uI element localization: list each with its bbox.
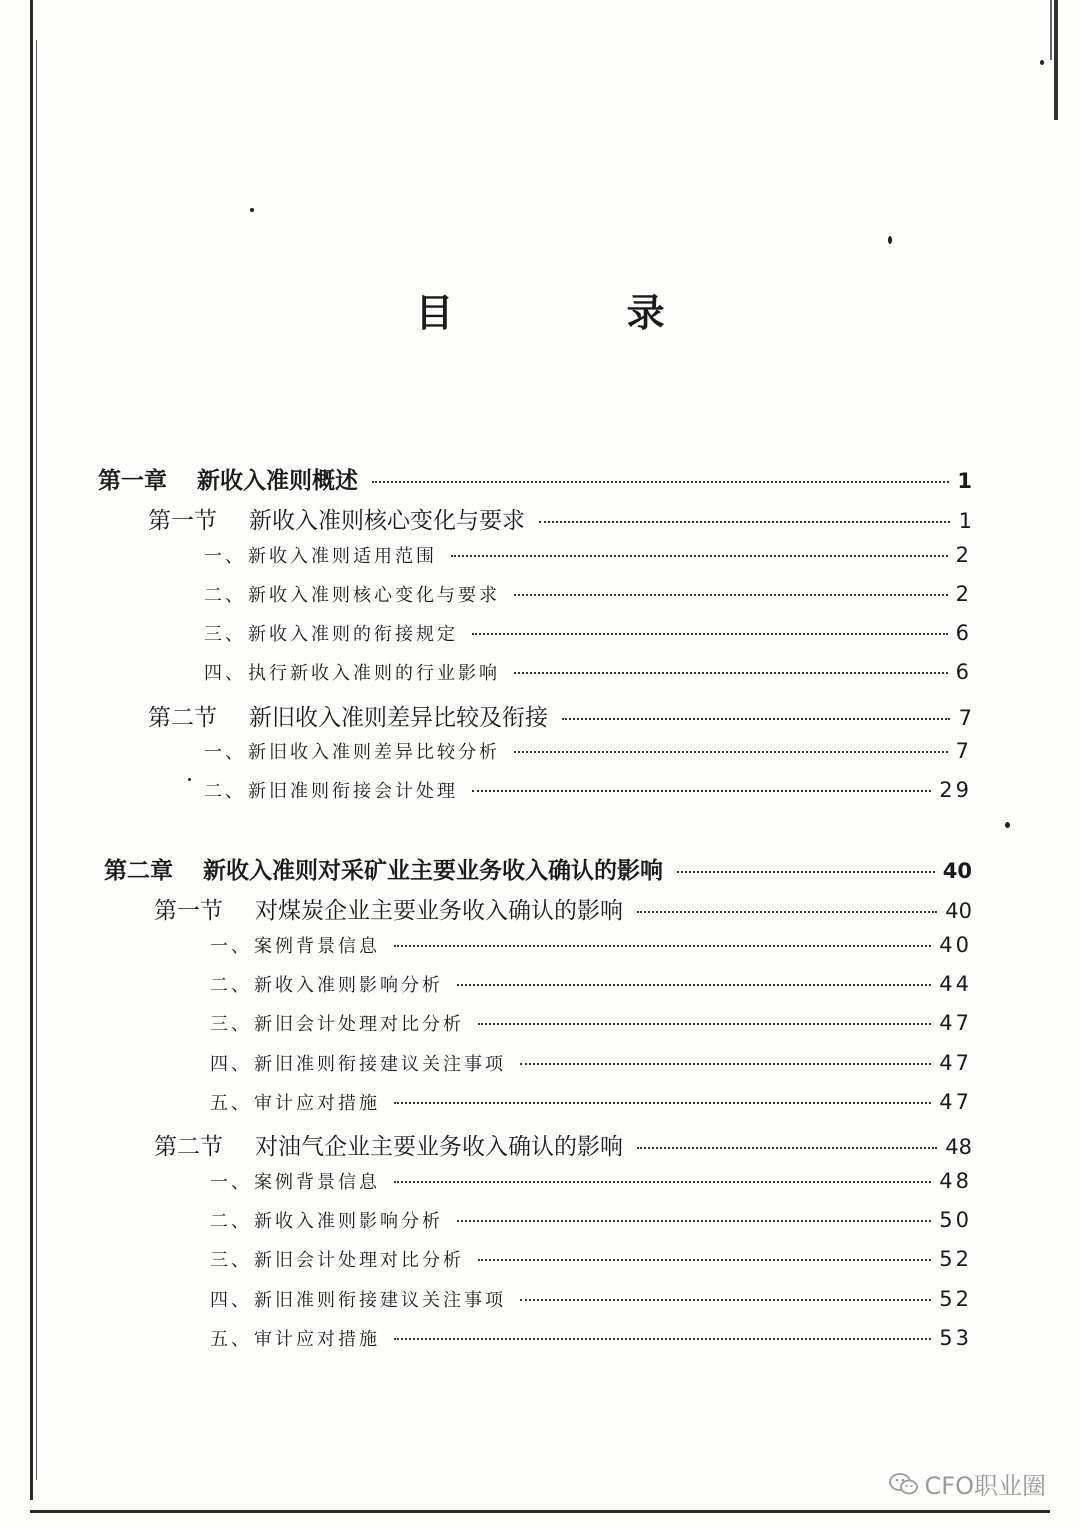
toc-page-number: 52 [939, 1287, 972, 1311]
toc-page-number: 40 [942, 859, 972, 883]
dot-leader [520, 1063, 931, 1065]
toc-item[interactable] [204, 620, 972, 652]
toc-item[interactable] [210, 1010, 972, 1042]
toc-entry-title: 新收入准则核心变化与要求 [248, 585, 500, 606]
toc-entry-title: 新旧会计处理对比分析 [254, 1250, 464, 1271]
toc-entry-number: 二、 [210, 1211, 252, 1232]
dot-leader [372, 481, 949, 483]
toc-item[interactable] [210, 1089, 972, 1121]
toc-entry-title: 案例背景信息 [254, 936, 380, 957]
toc-page-number: 52 [939, 1247, 972, 1271]
toc-entry-number: 二、 [210, 975, 252, 996]
page-title: 目 录 [415, 291, 745, 335]
toc-page-number: 1 [958, 509, 972, 533]
toc-chapter[interactable] [98, 462, 972, 494]
toc-entry-title: 审计应对措施 [254, 1329, 380, 1350]
toc-entry-title: 案例背景信息 [254, 1172, 380, 1193]
toc-page-number: 1 [957, 469, 972, 493]
toc-page-number: 47 [939, 1011, 972, 1035]
toc-entry-number: 一、 [210, 1172, 252, 1193]
dot-leader [472, 633, 948, 635]
toc-page-number: 50 [939, 1208, 972, 1232]
toc-entry-title: 新旧收入准则差异比较分析 [248, 742, 500, 763]
toc-chapter[interactable] [104, 852, 972, 884]
toc-page-number: 53 [939, 1326, 972, 1350]
toc-entry-number: 三、 [210, 1014, 252, 1035]
toc-page-number: 40 [939, 933, 972, 957]
toc-item[interactable] [210, 1207, 972, 1239]
toc-item[interactable] [204, 542, 972, 574]
toc-entry-number: 一、 [204, 742, 246, 763]
watermark [889, 1466, 1046, 1501]
toc-entry-number: 一、 [204, 546, 246, 567]
toc-page-number: 48 [945, 1135, 972, 1159]
toc-entry-number: 二、 [204, 781, 246, 802]
dot-leader [451, 555, 948, 557]
toc-section[interactable] [154, 892, 972, 924]
toc-item[interactable] [204, 738, 972, 770]
toc-entry-number: 一、 [210, 936, 252, 957]
toc-section[interactable] [148, 699, 972, 731]
toc-entry-title: 新收入准则适用范围 [248, 546, 437, 567]
toc-entry-number: 四、 [210, 1054, 252, 1075]
toc-entry-title: 新旧会计处理对比分析 [254, 1014, 464, 1035]
toc-section[interactable] [148, 502, 972, 534]
toc-entry-number: 第一章 [98, 467, 167, 494]
toc-section[interactable] [154, 1128, 972, 1160]
toc-entry-title: 新旧收入准则差异比较及衔接 [249, 705, 548, 731]
dot-leader [394, 1102, 931, 1104]
toc-entry-number: 第二章 [104, 857, 173, 884]
toc-entry-title: 新旧准则衔接建议关注事项 [254, 1290, 506, 1311]
toc-entry-number: 五、 [210, 1093, 252, 1114]
toc-item[interactable] [204, 659, 972, 691]
toc-item[interactable] [210, 932, 972, 964]
dot-leader [394, 1181, 931, 1183]
toc-entry-title: 新收入准则的衔接规定 [248, 624, 458, 645]
toc-entry-number: 三、 [210, 1250, 252, 1271]
toc-item[interactable] [210, 1168, 972, 1200]
dot-leader [677, 871, 935, 873]
toc-entry-number: 五、 [210, 1329, 252, 1350]
dot-leader [457, 984, 931, 986]
toc-entry-title: 审计应对措施 [254, 1093, 380, 1114]
toc-page-number: 2 [955, 582, 972, 606]
toc-item[interactable] [210, 1286, 972, 1318]
toc-page-number: 40 [945, 899, 972, 923]
toc-entry-title: 对煤炭企业主要业务收入确认的影响 [255, 898, 623, 924]
toc-page-number: 7 [958, 706, 972, 730]
toc-entry-number: 第二节 [154, 1134, 223, 1160]
dot-leader [637, 911, 937, 913]
wechat-icon [889, 1472, 919, 1496]
toc-page-number: 6 [955, 660, 972, 684]
toc-page-number: 29 [939, 778, 972, 802]
toc-entry-title: 新旧准则衔接会计处理 [248, 781, 458, 802]
dot-leader [562, 718, 950, 720]
dot-leader [394, 1338, 931, 1340]
toc-entry-title: 执行新收入准则的行业影响 [248, 663, 500, 684]
toc-item[interactable] [204, 777, 972, 809]
toc-item[interactable] [204, 581, 972, 613]
dot-leader [472, 790, 931, 792]
dot-leader [514, 672, 948, 674]
dot-leader [478, 1259, 931, 1261]
dot-leader [637, 1147, 937, 1149]
dot-leader [514, 751, 948, 753]
toc-entry-title: 对油气企业主要业务收入确认的影响 [255, 1134, 623, 1160]
toc-page-number: 6 [955, 621, 972, 645]
toc-item[interactable] [210, 971, 972, 1003]
toc-page-number: 7 [955, 739, 972, 763]
toc-entry-title: 新收入准则对采矿业主要业务收入确认的影响 [203, 857, 663, 884]
dot-leader [457, 1220, 931, 1222]
toc-entry-number: 三、 [204, 624, 246, 645]
toc-item[interactable] [210, 1325, 972, 1357]
dot-leader [520, 1299, 931, 1301]
toc-page-number: 44 [939, 972, 972, 996]
toc-entry-number: 第二节 [148, 705, 217, 731]
watermark-text: CFO职业圈 [924, 1472, 1046, 1500]
toc-entry-title: 新收入准则影响分析 [254, 1211, 443, 1232]
toc-page-number: 48 [939, 1169, 972, 1193]
dot-leader [514, 594, 948, 596]
toc-entry-number: 四、 [204, 663, 246, 684]
toc-entry-number: 四、 [210, 1290, 252, 1311]
toc-item[interactable] [210, 1050, 972, 1082]
toc-entry-title: 新收入准则概述 [197, 467, 358, 494]
toc-page-number: 47 [939, 1090, 972, 1114]
toc-entry-title: 新旧准则衔接建议关注事项 [254, 1054, 506, 1075]
toc-entry-number: 第一节 [154, 898, 223, 924]
toc-entry-title: 新收入准则核心变化与要求 [249, 508, 525, 534]
dot-leader [394, 945, 931, 947]
toc-entry-title: 新收入准则影响分析 [254, 975, 443, 996]
toc-page-number: 2 [955, 543, 972, 567]
dot-leader [478, 1023, 931, 1025]
dot-leader [539, 521, 950, 523]
toc-entry-number: 第一节 [148, 508, 217, 534]
toc-item[interactable] [210, 1246, 972, 1278]
toc-entry-number: 二、 [204, 585, 246, 606]
toc-page-number: 47 [939, 1051, 972, 1075]
